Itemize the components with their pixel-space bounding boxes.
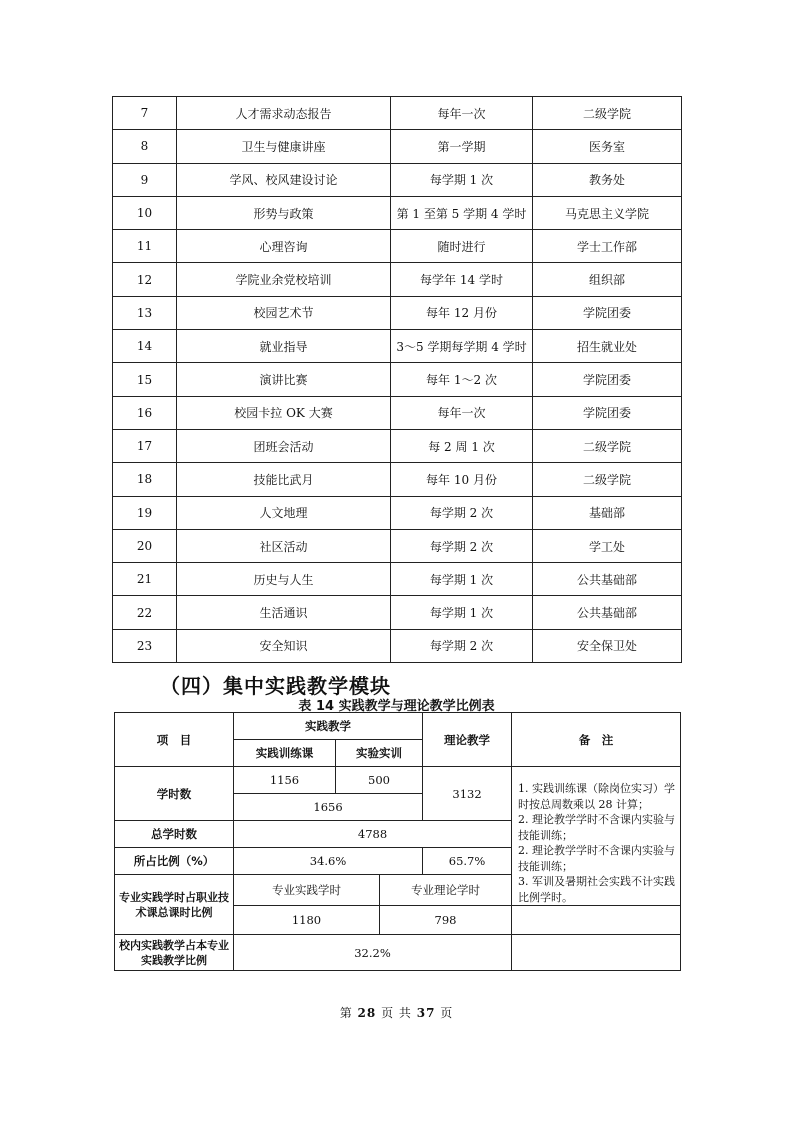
- row-item: 学风、校风建设讨论: [177, 163, 391, 196]
- prof-theory-label: 专业理论学时: [380, 875, 512, 906]
- row-item: 校园艺术节: [177, 296, 391, 329]
- prof-theory-value: 798: [380, 906, 512, 935]
- total-label: 总学时数: [115, 821, 234, 848]
- row-department: 学士工作部: [533, 230, 682, 263]
- row-number: 14: [113, 330, 177, 363]
- row-department: 二级学院: [533, 463, 682, 496]
- row-time: 每年一次: [391, 97, 533, 130]
- ratio-practice: 34.6%: [234, 848, 423, 875]
- note-1: 1. 实践训练课（除岗位实习）学时按总周数乘以 28 计算；: [518, 782, 676, 811]
- row-item: 学院业余党校培训: [177, 263, 391, 296]
- header-project: 项 目: [115, 713, 234, 767]
- table-row: [113, 130, 682, 163]
- row-time: 每年 1～2 次: [391, 363, 533, 396]
- row-number: 18: [113, 463, 177, 496]
- row-time: 每学期 2 次: [391, 629, 533, 662]
- row-time: 随时进行: [391, 230, 533, 263]
- row-item: 生活通识: [177, 596, 391, 629]
- row-time: 每年一次: [391, 396, 533, 429]
- campus-value: 32.2%: [234, 935, 512, 971]
- ratio-theory: 65.7%: [423, 848, 512, 875]
- row-time: 每年 10 月份: [391, 463, 533, 496]
- row-number: 9: [113, 163, 177, 196]
- table-row: [113, 363, 682, 396]
- row-number: 21: [113, 563, 177, 596]
- footer-total-pages: 37: [416, 1006, 436, 1020]
- practice-ratio-table: [114, 712, 681, 971]
- note-2: 2. 理论教学学时不含课内实验与技能训练；: [518, 813, 676, 842]
- row-item: 人才需求动态报告: [177, 97, 391, 130]
- row-department: 公共基础部: [533, 596, 682, 629]
- row-number: 22: [113, 596, 177, 629]
- row-item: 历史与人生: [177, 563, 391, 596]
- row-item: 人文地理: [177, 496, 391, 529]
- hours-label: 学时数: [115, 767, 234, 821]
- row-department: 医务室: [533, 130, 682, 163]
- row-item: 安全知识: [177, 629, 391, 662]
- row-department: 学院团委: [533, 296, 682, 329]
- ratio-label: 所占比例（%）: [115, 848, 234, 875]
- row-department: 招生就业处: [533, 330, 682, 363]
- row-number: 13: [113, 296, 177, 329]
- total-value: 4788: [234, 821, 512, 848]
- activities-table: [112, 96, 682, 663]
- row-time: 每学期 1 次: [391, 563, 533, 596]
- row-item: 心理咨询: [177, 230, 391, 263]
- footer-suffix: 页: [440, 1006, 454, 1020]
- row-time: 每年 12 月份: [391, 296, 533, 329]
- row-department: 马克思主义学院: [533, 196, 682, 229]
- row-time: 3～5 学期每学期 4 学时: [391, 330, 533, 363]
- row-department: 二级学院: [533, 429, 682, 462]
- row-number: 11: [113, 230, 177, 263]
- row-time: 每学期 1 次: [391, 596, 533, 629]
- table-row: [113, 396, 682, 429]
- header-lab: 实验实训: [336, 740, 423, 767]
- table-row: [113, 230, 682, 263]
- table-row: [113, 596, 682, 629]
- table-row: [113, 463, 682, 496]
- hours-practice-total: 1656: [234, 794, 423, 821]
- row-number: 17: [113, 429, 177, 462]
- row-item: 就业指导: [177, 330, 391, 363]
- row-number: 15: [113, 363, 177, 396]
- table-row: [113, 196, 682, 229]
- table-row: [113, 496, 682, 529]
- section-heading: （四）集中实践教学模块: [160, 674, 391, 698]
- row-number: 7: [113, 97, 177, 130]
- campus-label: 校内实践教学占本专业实践教学比例: [115, 935, 234, 971]
- row-department: 组织部: [533, 263, 682, 296]
- table-caption: 表 14 实践教学与理论教学比例表: [298, 699, 495, 714]
- row-department: 基础部: [533, 496, 682, 529]
- row-item: 技能比武月: [177, 463, 391, 496]
- prof-practice-label: 专业实践学时: [234, 875, 380, 906]
- row-item: 形势与政策: [177, 196, 391, 229]
- prof-ratio-label: 专业实践学时占职业技术课总课时比例: [115, 875, 234, 935]
- note-3: 2. 理论教学学时不含课内实验与技能训练；: [518, 844, 676, 873]
- row-item: 演讲比赛: [177, 363, 391, 396]
- note-4: 3. 军训及暑期社会实践不计实践比例学时。: [518, 875, 676, 904]
- row-time: 每学期 1 次: [391, 163, 533, 196]
- row-time: 每学期 2 次: [391, 496, 533, 529]
- table-row: [113, 629, 682, 662]
- header-training: 实践训练课: [234, 740, 336, 767]
- footer-page-number: 28: [357, 1006, 377, 1020]
- row-number: 10: [113, 196, 177, 229]
- table-row: [113, 97, 682, 130]
- row-department: 安全保卫处: [533, 629, 682, 662]
- table-row: [113, 296, 682, 329]
- hours-training: 1156: [234, 767, 336, 794]
- table-row: [113, 330, 682, 363]
- row-time: 每学期 2 次: [391, 529, 533, 562]
- header-practice: 实践教学: [234, 713, 423, 740]
- row-number: 16: [113, 396, 177, 429]
- hours-lab: 500: [336, 767, 423, 794]
- row-time: 每 2 周 1 次: [391, 429, 533, 462]
- header-theory: 理论教学: [423, 713, 512, 767]
- row-item: 团班会活动: [177, 429, 391, 462]
- hours-theory: 3132: [423, 767, 512, 821]
- footer-prefix: 第: [339, 1006, 353, 1020]
- footer-middle: 页 共: [381, 1006, 412, 1020]
- row-department: 学院团委: [533, 396, 682, 429]
- prof-practice-value: 1180: [234, 906, 380, 935]
- activities-table-body: [113, 97, 682, 663]
- table-row: [113, 429, 682, 462]
- row-department: 学院团委: [533, 363, 682, 396]
- table-row: [113, 163, 682, 196]
- row-time: 每学年 14 学时: [391, 263, 533, 296]
- page-footer: [0, 1004, 793, 1021]
- remarks-notes: [512, 767, 681, 906]
- table-row: [113, 563, 682, 596]
- row-number: 12: [113, 263, 177, 296]
- header-remarks: 备 注: [512, 713, 681, 767]
- row-department: 学工处: [533, 529, 682, 562]
- campus-remarks-empty: [512, 935, 681, 971]
- row-number: 23: [113, 629, 177, 662]
- table-row: [113, 529, 682, 562]
- row-time: 第一学期: [391, 130, 533, 163]
- row-number: 8: [113, 130, 177, 163]
- row-time: 第 1 至第 5 学期 4 学时: [391, 196, 533, 229]
- row-item: 卫生与健康讲座: [177, 130, 391, 163]
- row-department: 教务处: [533, 163, 682, 196]
- row-number: 20: [113, 529, 177, 562]
- row-item: 校园卡拉 OK 大赛: [177, 396, 391, 429]
- row-department: 二级学院: [533, 97, 682, 130]
- table-row: [113, 263, 682, 296]
- row-department: 公共基础部: [533, 563, 682, 596]
- remarks-empty: [512, 906, 681, 935]
- row-item: 社区活动: [177, 529, 391, 562]
- row-number: 19: [113, 496, 177, 529]
